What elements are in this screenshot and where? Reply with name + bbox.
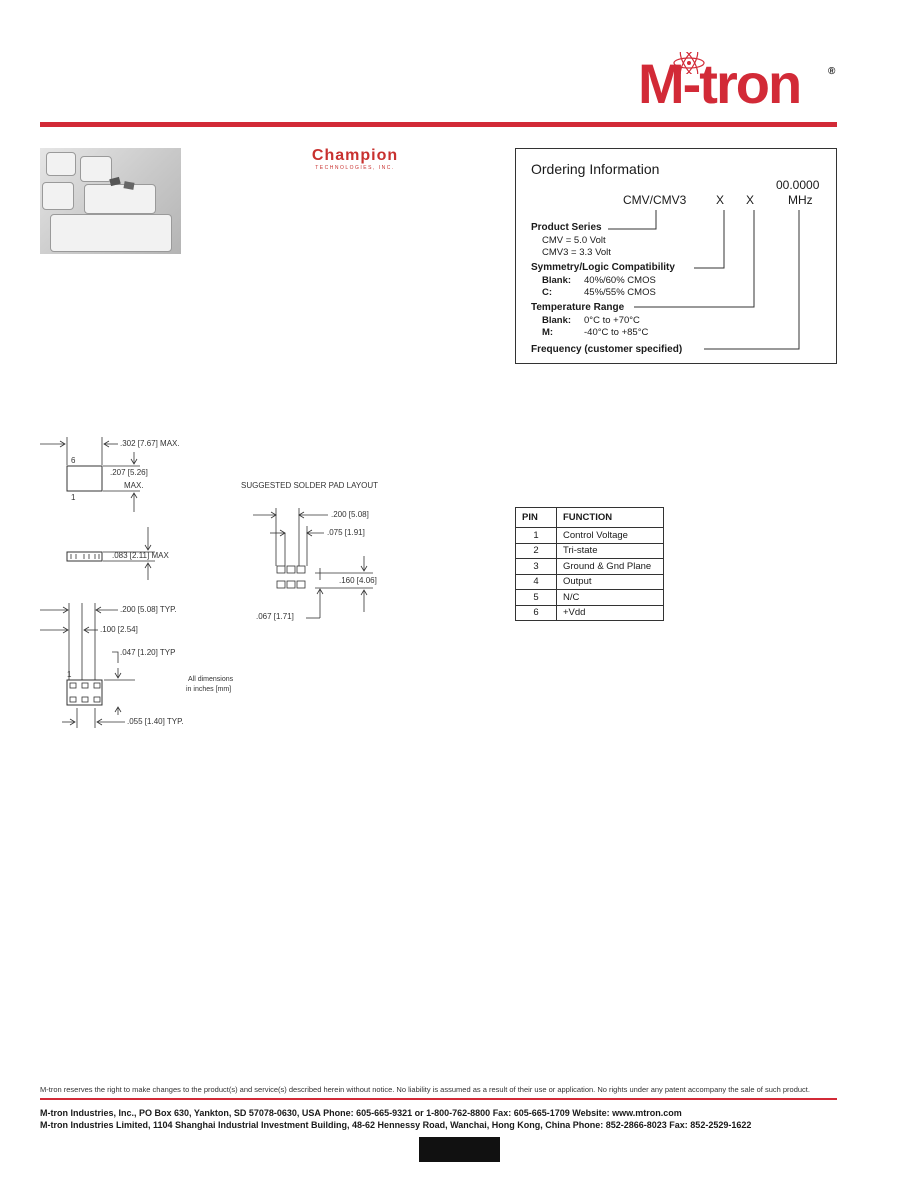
product-series-line: CMV3 = 3.3 Volt bbox=[542, 247, 611, 258]
dimension-note: All dimensions bbox=[188, 676, 234, 683]
pin-function: N/C bbox=[557, 590, 664, 606]
pin-function: +Vdd bbox=[557, 605, 664, 621]
ordering-model: CMV/CMV3 bbox=[623, 193, 687, 207]
temperature-value: 0°C to +70°C bbox=[584, 315, 640, 326]
champion-subtitle: TECHNOLOGIES, INC. bbox=[315, 165, 395, 171]
pin-function: Control Voltage bbox=[557, 528, 664, 544]
product-series-heading: Product Series bbox=[531, 222, 602, 233]
frequency-heading: Frequency (customer specified) bbox=[531, 344, 683, 355]
pin-number: 2 bbox=[516, 543, 557, 559]
dim-pitch-pair: .200 [5.08] TYP. bbox=[120, 605, 177, 614]
product-series-line: CMV = 5.0 Volt bbox=[542, 235, 606, 246]
disclaimer-text: M-tron reserves the right to make changes to the product(s) and service(s) described herein without notice. No liability is assumed as a result of their use or application. No rights under any patent accompany the sale of such product. bbox=[40, 1085, 810, 1094]
ordering-symmetry-code: X bbox=[716, 193, 725, 207]
dim-length: .302 [7.67] MAX. bbox=[120, 439, 180, 448]
table-row bbox=[516, 559, 664, 575]
table-row bbox=[516, 590, 664, 606]
dim-pad-height: .047 [1.20] TYP bbox=[120, 648, 176, 657]
temperature-heading: Temperature Range bbox=[531, 302, 625, 313]
footer-usa-contact: M-tron Industries, Inc., PO Box 630, Yankton, SD 57078-0630, USA Phone: 605-665-9321 or 1-800-762-8800 Fax: 605-665-1709 Website: www.mtron.com bbox=[40, 1108, 682, 1118]
dim-pad-width: .055 [1.40] TYP. bbox=[127, 717, 184, 726]
page-tab bbox=[419, 1137, 500, 1162]
ordering-title: Ordering Information bbox=[531, 161, 660, 177]
table-row bbox=[516, 543, 664, 559]
pin-6-label: 6 bbox=[71, 456, 76, 465]
champion-name: Champion bbox=[311, 147, 399, 164]
dimension-note: in inches [mm] bbox=[186, 686, 232, 693]
pad-layout-title: SUGGESTED SOLDER PAD LAYOUT bbox=[241, 481, 379, 490]
dim-height: .083 [2.11] MAX bbox=[112, 551, 169, 560]
table-row bbox=[516, 605, 664, 621]
temperature-key: Blank: bbox=[542, 315, 572, 326]
pad-dim-row-spacing: .160 [4.06] bbox=[339, 576, 377, 585]
pin-1-label: 1 bbox=[71, 493, 76, 502]
pin-function: Tri-state bbox=[557, 543, 664, 559]
dim-pitch: .100 [2.54] bbox=[100, 625, 138, 634]
pin-number: 1 bbox=[516, 528, 557, 544]
pin-number: 5 bbox=[516, 590, 557, 606]
table-header-row bbox=[516, 508, 664, 528]
dim-width-max: MAX. bbox=[124, 481, 144, 490]
temperature-key: M: bbox=[542, 327, 554, 338]
function-column-header: FUNCTION bbox=[557, 508, 664, 528]
pin-number: 3 bbox=[516, 559, 557, 575]
ordering-unit: MHz bbox=[788, 193, 813, 207]
pad-dim-height: .067 [1.71] bbox=[256, 612, 294, 621]
ordering-temperature-code: X bbox=[746, 193, 755, 207]
symmetry-value: 45%/55% CMOS bbox=[584, 287, 656, 298]
pin-1-bottom-label: 1 bbox=[67, 670, 72, 679]
symmetry-key: Blank: bbox=[542, 275, 572, 286]
pin-function: Output bbox=[557, 574, 664, 590]
symmetry-key: C: bbox=[542, 287, 553, 298]
pin-number: 4 bbox=[516, 574, 557, 590]
pin-function: Ground & Gnd Plane bbox=[557, 559, 664, 575]
pin-column-header: PIN bbox=[516, 508, 557, 528]
logo-wordmark: M-tron bbox=[638, 52, 801, 115]
table-row bbox=[516, 574, 664, 590]
footer-rule bbox=[40, 1098, 837, 1100]
table-row bbox=[516, 528, 664, 544]
pad-dim-width: .075 [1.91] bbox=[327, 528, 365, 537]
pin-number: 6 bbox=[516, 605, 557, 621]
registered-mark: ® bbox=[828, 66, 836, 77]
dim-width: .207 [5.26] bbox=[110, 468, 148, 477]
pad-dim-pitch: .200 [5.08] bbox=[331, 510, 369, 519]
temperature-value: -40°C to +85°C bbox=[584, 327, 649, 338]
symmetry-value: 40%/60% CMOS bbox=[584, 275, 656, 286]
footer-hk-contact: M-tron Industries Limited, 1104 Shanghai Industrial Investment Building, 48-62 Hennessy Road, Wanchai, Hong Kong, China Phone: 852-2866-8023 Fax: 852-2529-1622 bbox=[40, 1120, 752, 1130]
pin-function-table bbox=[515, 507, 664, 621]
symmetry-heading: Symmetry/Logic Compatibility bbox=[531, 262, 675, 273]
ordering-frequency-value: 00.0000 bbox=[776, 178, 820, 192]
